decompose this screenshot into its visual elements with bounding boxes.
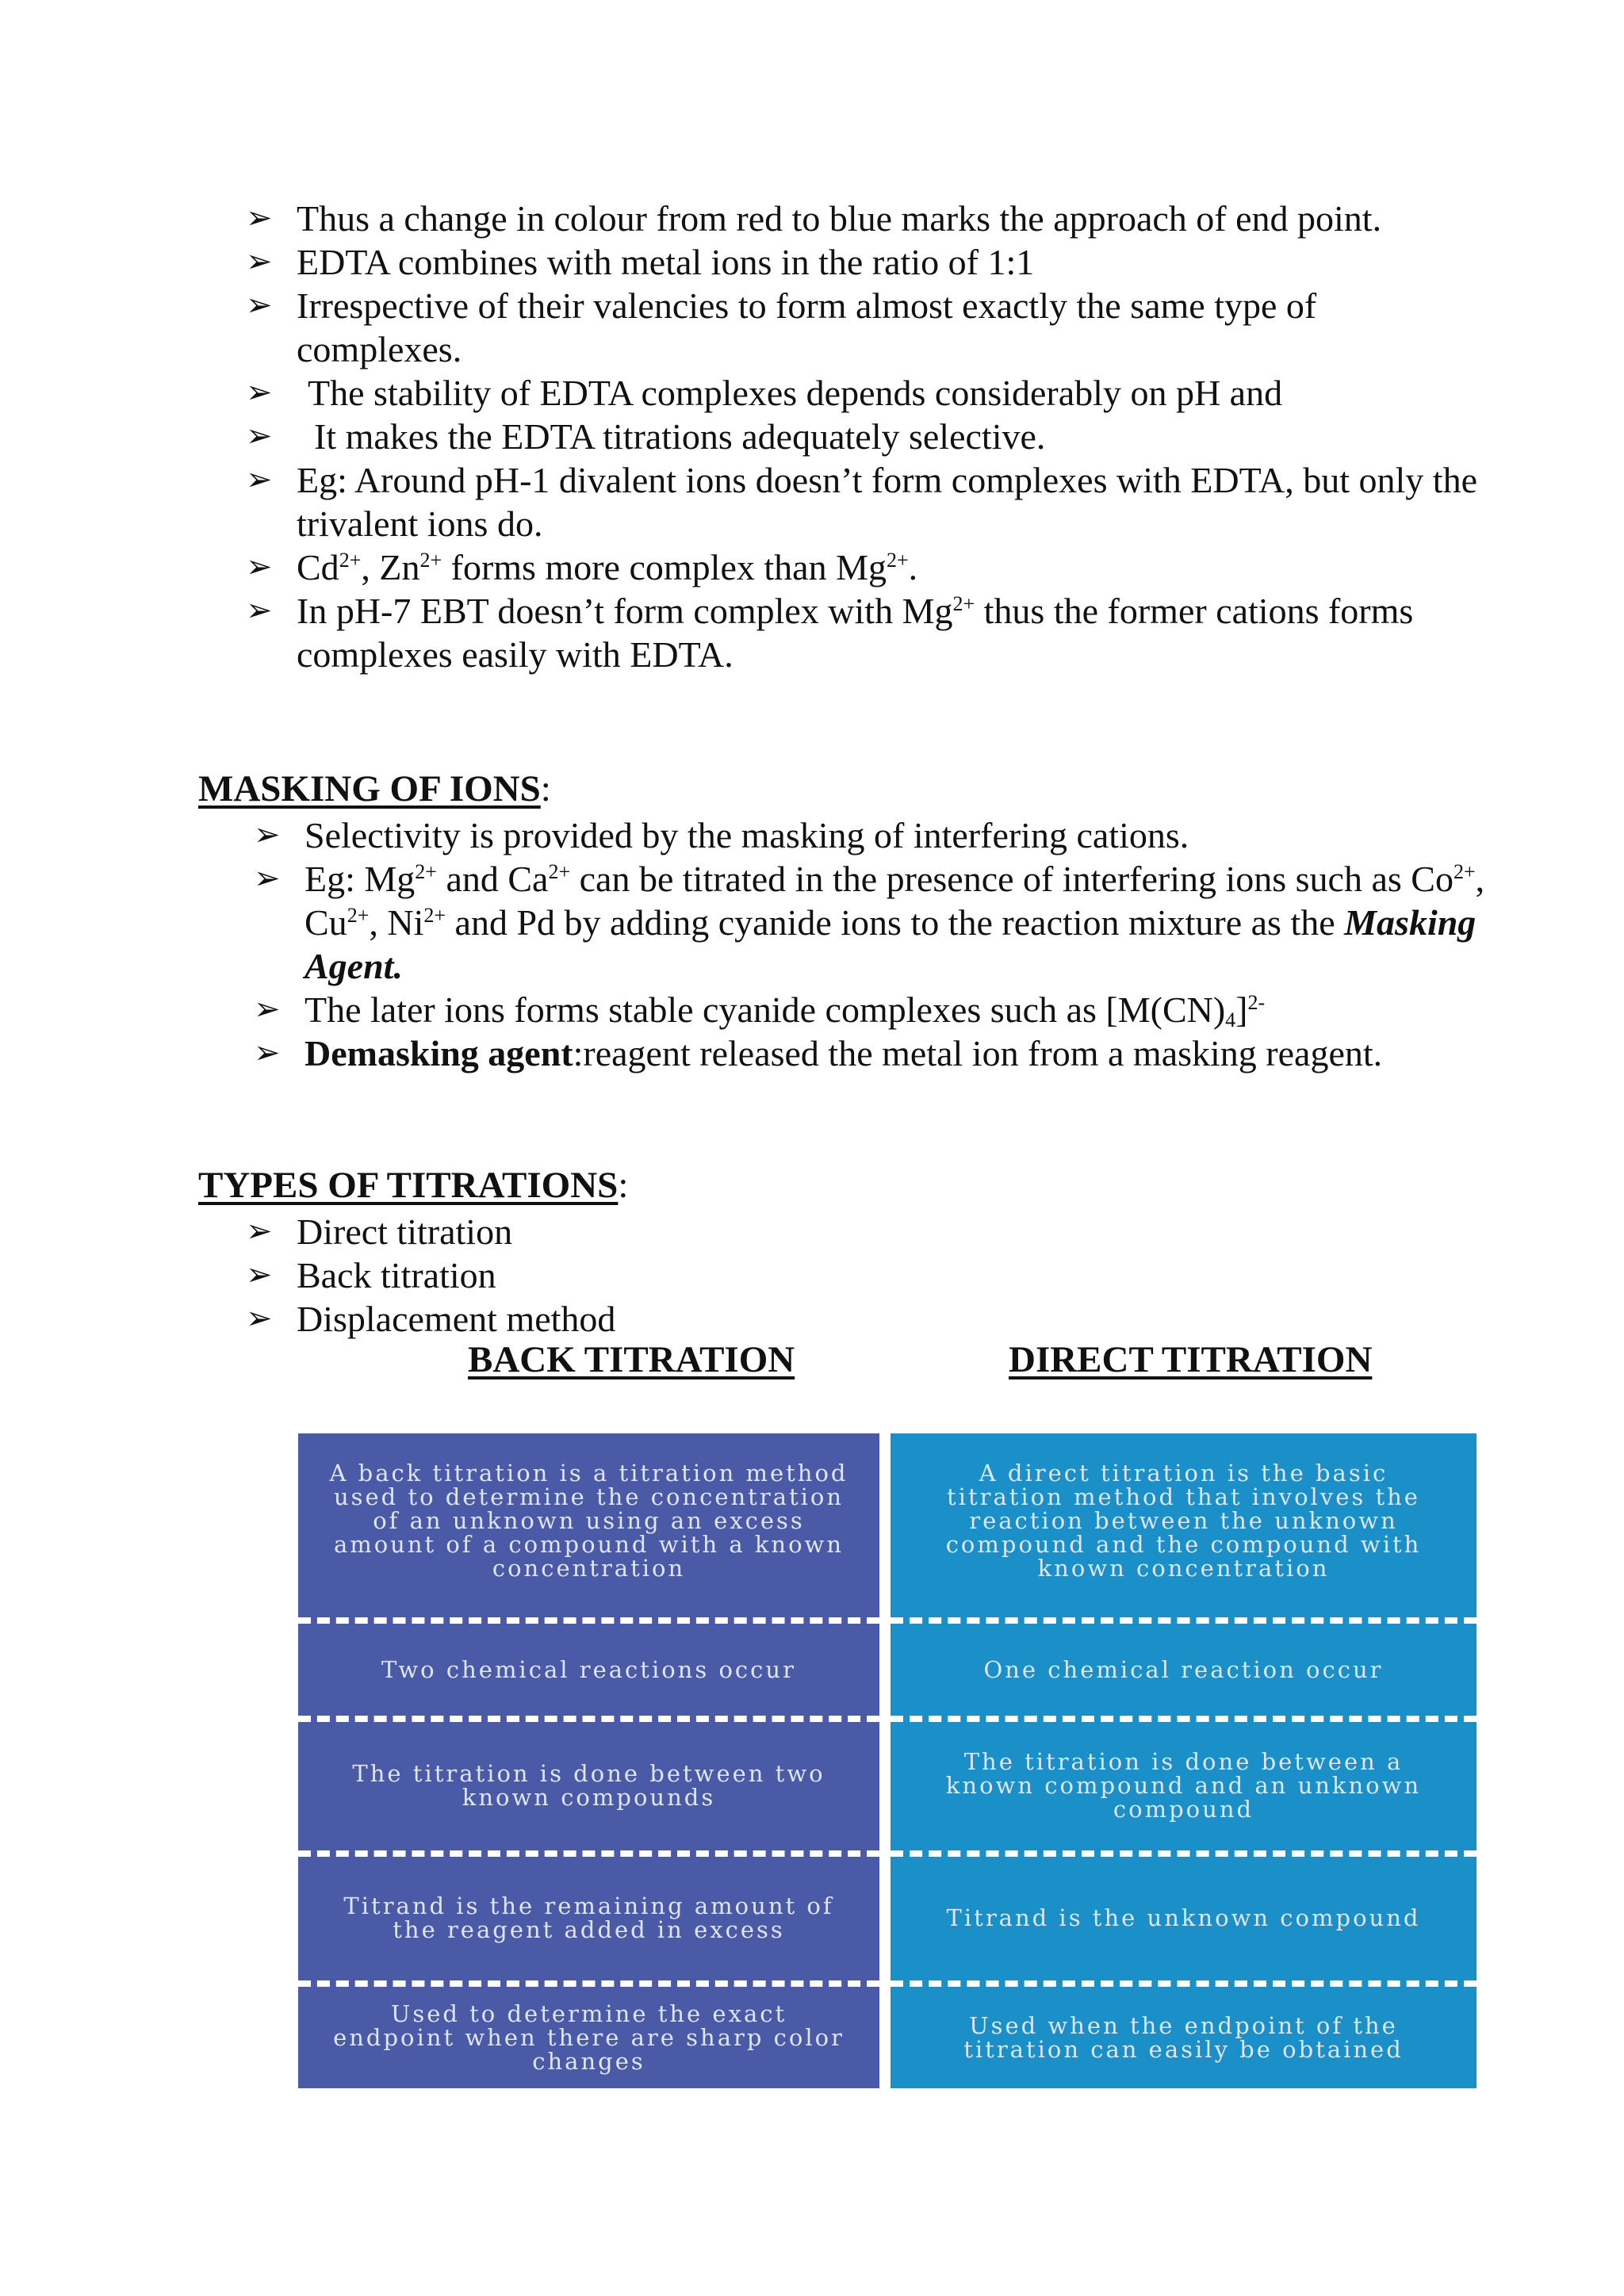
divider xyxy=(298,1980,879,1987)
list-item: ➢ Selectivity is provided by the masking of interfering cations. xyxy=(254,815,1189,855)
list-item: ➢ Eg: $Mg^{2+}$ and $Ca^{2+}$ can be titrated in the presence of interfering ions such as $Co^{2+}$, $Cu^{2+}$, $Ni^{2+}$ and Pd by adding cyanide ions to the reaction mixture as the Masking Agent. xyxy=(254,859,1485,986)
direct-titration-title: DIRECT TITRATION xyxy=(1009,1339,1373,1380)
arrow-bullet-icon: ➢ xyxy=(246,549,273,585)
back-reactions-cell: Two chemical reactions occur xyxy=(381,1656,796,1683)
arrow-bullet-icon: ➢ xyxy=(254,817,281,853)
list-item: ➢ Irrespective of their valencies to form almost exactly the same type of complexes. xyxy=(246,285,1317,369)
direct-reactions-cell: One chemical reaction occur xyxy=(983,1656,1384,1683)
list-item: ➢ Back titration xyxy=(246,1255,496,1295)
list-item: ➢ Demasking agent:reagent released the metal ion from a masking reagent. xyxy=(254,1033,1383,1073)
arrow-bullet-icon: ➢ xyxy=(246,374,273,411)
divider xyxy=(891,1850,1477,1857)
arrow-bullet-icon: ➢ xyxy=(246,1257,273,1293)
list-item: ➢ In pH-7 EBT doesn’t form complex with $Mg^{2+}$ thus the former cations forms complexes easily with EDTA. xyxy=(246,591,1414,675)
types-heading: TYPES OF TITRATIONS: xyxy=(198,1165,629,1206)
arrow-bullet-icon: ➢ xyxy=(246,1300,273,1337)
divider xyxy=(891,1617,1477,1624)
divider xyxy=(298,1617,879,1624)
edta-notes-list xyxy=(246,197,1483,676)
back-titration-title: BACK TITRATION xyxy=(468,1339,795,1380)
list-item: ➢ EDTA combines with metal ions in the ratio of 1:1 xyxy=(246,242,1035,282)
arrow-bullet-icon: ➢ xyxy=(246,592,273,629)
arrow-bullet-icon: ➢ xyxy=(246,461,273,498)
masking-heading: MASKING OF IONS: xyxy=(198,768,551,809)
back-titration-column xyxy=(298,1433,879,2088)
masking-list xyxy=(254,813,1491,1075)
titration-comparison-graphic xyxy=(298,1433,1477,2088)
arrow-bullet-icon: ➢ xyxy=(246,287,273,323)
divider xyxy=(891,1716,1477,1722)
arrow-bullet-icon: ➢ xyxy=(254,1035,281,1071)
arrow-bullet-icon: ➢ xyxy=(246,418,273,454)
back-definition-cell: A back titration is a titration method used to determine the concentration of an unknown using an excess amount of a compound with a known concentration xyxy=(329,1460,848,1582)
direct-compounds-cell: The titration is done between a known compound and an unknown compound xyxy=(945,1748,1422,1823)
list-item: ➢ Eg: Around pH-1 divalent ions doesn’t form complexes with EDTA, but only the trivalent ions do. xyxy=(246,460,1477,544)
back-compounds-cell: The titration is done between two known compounds xyxy=(352,1760,825,1811)
list-item: ➢ The later ions forms stable cyanide complexes such as $[M(CN)_4]^{2-}$ xyxy=(254,989,1266,1031)
types-list xyxy=(246,1210,1197,1341)
back-titrand-cell: Titrand is the remaining amount of the reagent added in excess xyxy=(343,1892,834,1943)
list-item: ➢ Thus a change in colour from red to blue marks the approach of end point. xyxy=(246,198,1382,239)
direct-titration-column xyxy=(891,1433,1477,2088)
column-gap xyxy=(879,1433,891,2088)
direct-titrand-cell: Titrand is the unknown compound xyxy=(946,1904,1421,1931)
direct-usage-cell: Used when the endpoint of the titration can easily be obtained xyxy=(963,2012,1404,2063)
arrow-bullet-icon: ➢ xyxy=(246,1213,273,1249)
arrow-bullet-icon: ➢ xyxy=(246,200,273,236)
direct-definition-cell: A direct titration is the basic titration method that involves the reaction between the unknown compound and the compound with known concentration xyxy=(945,1460,1422,1582)
divider xyxy=(298,1716,879,1722)
list-item: ➢ Displacement method xyxy=(246,1299,616,1339)
divider xyxy=(298,1850,879,1857)
list-item: ➢ It makes the EDTA titrations adequately selective. xyxy=(246,416,1046,457)
arrow-bullet-icon: ➢ xyxy=(254,860,281,897)
divider xyxy=(891,1980,1477,1987)
back-usage-cell: Used to determine the exact endpoint when there are sharp color changes xyxy=(333,2000,845,2075)
arrow-bullet-icon: ➢ xyxy=(246,243,273,280)
arrow-bullet-icon: ➢ xyxy=(254,991,281,1027)
list-item: ➢ Direct titration xyxy=(246,1211,513,1252)
list-item: ➢ $Cd^{2+}$, $Zn^{2+}$ forms more complex than $Mg^{2+}$. xyxy=(246,547,918,587)
list-item: ➢ The stability of EDTA complexes depends considerably on pH and xyxy=(246,373,1283,413)
